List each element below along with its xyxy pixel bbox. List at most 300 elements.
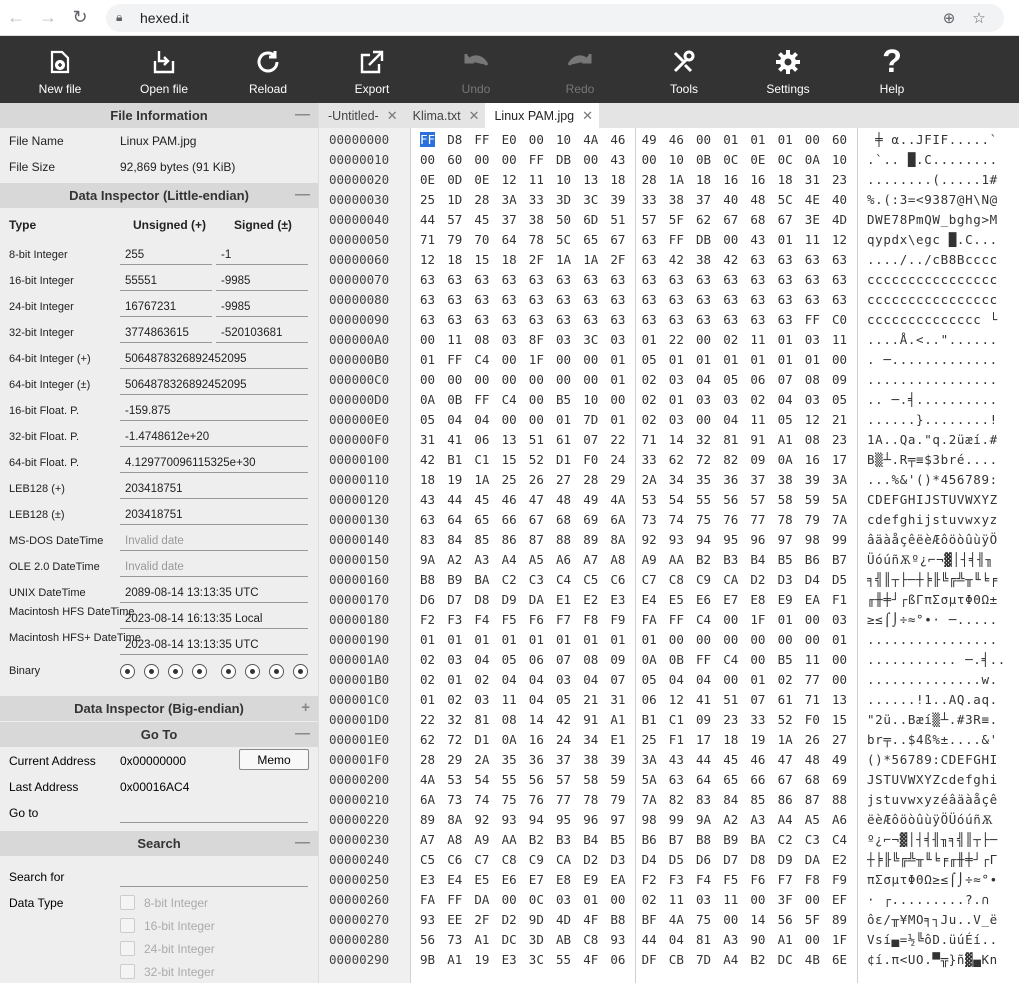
hex-byte[interactable]: 63 (420, 512, 436, 527)
ascii-text[interactable]: cccccccccccccc └ (867, 312, 998, 327)
hex-byte[interactable]: 73 (447, 932, 463, 947)
hex-byte[interactable]: F7 (556, 612, 572, 627)
hex-byte[interactable]: 18 (420, 472, 436, 487)
hex-byte[interactable]: 24 (610, 452, 626, 467)
ascii-text[interactable]: ≥≤⌠⌡÷≈°∙· ─..... (867, 612, 998, 627)
hex-byte[interactable]: A1 (474, 932, 490, 947)
hex-byte[interactable]: 63 (832, 292, 848, 307)
hex-byte[interactable]: A2 (723, 812, 739, 827)
hex-byte[interactable]: 63 (610, 272, 626, 287)
hex-byte[interactable]: 00 (583, 372, 599, 387)
hex-byte[interactable]: 00 (804, 932, 820, 947)
hex-byte[interactable]: 08 (474, 332, 490, 347)
hex-byte[interactable]: A1 (447, 952, 463, 967)
bit-toggle[interactable] (192, 664, 207, 679)
hex-byte[interactable]: 06 (641, 692, 657, 707)
value-field[interactable]: 2023-08-14 16:13:35 Local (120, 609, 308, 629)
hex-byte[interactable]: 63 (804, 292, 820, 307)
hex-byte[interactable]: 43 (420, 492, 436, 507)
hex-byte[interactable]: 2A (641, 472, 657, 487)
hex-byte[interactable]: 63 (641, 312, 657, 327)
ascii-text[interactable]: ┼╞╟╚╔╩╥╙╘╒╓╫╪┘┌Γ (867, 852, 998, 867)
hex-byte[interactable]: 03 (696, 892, 712, 907)
hex-byte[interactable]: 18 (447, 252, 463, 267)
hex-byte[interactable]: 22 (668, 332, 684, 347)
hex-byte[interactable]: 19 (750, 732, 766, 747)
close-icon[interactable]: ✕ (468, 107, 480, 123)
goto-input[interactable] (120, 803, 308, 823)
hex-byte[interactable]: E4 (447, 872, 463, 887)
hex-byte[interactable]: 38 (777, 472, 793, 487)
hex-byte[interactable]: 46 (750, 752, 766, 767)
collapse-icon[interactable]: — (295, 834, 310, 851)
hex-byte[interactable]: FF (528, 152, 544, 167)
hex-byte[interactable]: 00 (804, 612, 820, 627)
hex-byte[interactable]: 47 (777, 752, 793, 767)
hex-byte[interactable]: 18 (777, 172, 793, 187)
hex-byte[interactable]: 11 (723, 892, 739, 907)
hex-byte[interactable]: 63 (750, 252, 766, 267)
ascii-text[interactable]: º¿⌐¬▓│┤╡╢╖╕╣║┬├─ (867, 832, 998, 847)
hex-byte[interactable]: 63 (420, 292, 436, 307)
hex-byte[interactable]: 7A (641, 792, 657, 807)
hex-byte[interactable]: 48 (804, 752, 820, 767)
hex-byte[interactable]: 28 (583, 472, 599, 487)
hex-byte[interactable]: 56 (777, 912, 793, 927)
hex-byte[interactable]: 04 (668, 932, 684, 947)
hex-byte[interactable]: C4 (723, 652, 739, 667)
hex-byte[interactable]: 63 (696, 272, 712, 287)
hex-byte[interactable]: 74 (668, 512, 684, 527)
ascii-text[interactable]: CDEFGHIJSTUVWXYZ (867, 492, 998, 507)
hex-byte[interactable]: 1F (528, 352, 544, 367)
hex-byte[interactable]: 3A (641, 752, 657, 767)
hex-byte[interactable]: 45 (474, 492, 490, 507)
hex-byte[interactable]: 46 (501, 492, 517, 507)
ascii-text[interactable]: ....Å.<.."...... (867, 332, 998, 347)
hex-byte[interactable]: 04 (474, 652, 490, 667)
ascii-text[interactable]: cdefghijstuvwxyz (867, 512, 998, 527)
hex-byte[interactable]: 63 (641, 252, 657, 267)
bit-toggle[interactable] (144, 664, 159, 679)
hex-byte[interactable]: 63 (641, 272, 657, 287)
hex-byte[interactable]: 07 (750, 692, 766, 707)
hex-byte[interactable]: 3D (528, 932, 544, 947)
hex-byte[interactable]: 86 (501, 532, 517, 547)
hex-byte[interactable]: 03 (447, 652, 463, 667)
hex-byte[interactable]: 31 (804, 172, 820, 187)
hex-byte[interactable]: 6A (610, 512, 626, 527)
hex-byte[interactable]: F9 (832, 872, 848, 887)
hex-byte[interactable]: 4E (804, 192, 820, 207)
hex-byte[interactable]: E5 (668, 592, 684, 607)
hex-byte[interactable]: 01 (420, 352, 436, 367)
hex-byte[interactable]: AB (556, 932, 572, 947)
hex-byte[interactable]: D2 (583, 852, 599, 867)
hex-byte[interactable]: 00 (420, 152, 436, 167)
hex-byte[interactable]: 01 (750, 672, 766, 687)
close-icon[interactable]: ✕ (582, 107, 594, 123)
hex-byte[interactable]: 9D (528, 912, 544, 927)
unsigned-value-field[interactable]: 3774863615 (120, 323, 212, 343)
hex-byte[interactable]: 71 (641, 432, 657, 447)
hex-byte[interactable]: 65 (474, 512, 490, 527)
ascii-text[interactable]: ╪ α..JFIF.....` (867, 132, 998, 147)
hex-byte[interactable]: 11 (668, 892, 684, 907)
hex-byte[interactable]: B1 (447, 452, 463, 467)
hex-byte[interactable]: 93 (501, 812, 517, 827)
hex-byte[interactable]: 6E (832, 952, 848, 967)
hex-byte[interactable]: 05 (420, 412, 436, 427)
hex-byte[interactable]: 00 (501, 352, 517, 367)
hex-byte[interactable]: FF (804, 312, 820, 327)
hex-byte[interactable]: C3 (804, 832, 820, 847)
hex-byte[interactable]: D8 (474, 592, 490, 607)
hex-byte[interactable]: 12 (420, 252, 436, 267)
hex-byte[interactable]: D6 (420, 592, 436, 607)
hex-byte[interactable]: 55 (501, 772, 517, 787)
hex-byte[interactable]: 29 (610, 472, 626, 487)
unsigned-value-field[interactable]: 16767231 (120, 297, 212, 317)
hex-byte[interactable]: 14 (668, 432, 684, 447)
hex-byte[interactable]: 42 (723, 252, 739, 267)
big-endian-header[interactable] (0, 696, 318, 721)
hex-byte[interactable]: 02 (420, 652, 436, 667)
hex-byte[interactable]: 62 (696, 212, 712, 227)
hex-byte[interactable]: 12 (668, 692, 684, 707)
hex-byte[interactable]: 88 (832, 792, 848, 807)
hex-byte[interactable]: FA (420, 892, 436, 907)
hex-byte[interactable]: 04 (501, 672, 517, 687)
hex-byte[interactable]: D1 (474, 732, 490, 747)
hex-byte[interactable]: 42 (668, 252, 684, 267)
file-info-header[interactable] (0, 103, 318, 128)
hex-byte[interactable]: 36 (528, 752, 544, 767)
hex-byte[interactable]: 75 (696, 912, 712, 927)
hex-byte[interactable]: 53 (447, 772, 463, 787)
hex-byte[interactable]: 04 (528, 692, 544, 707)
hex-byte[interactable]: 97 (777, 532, 793, 547)
hex-byte[interactable]: 63 (750, 312, 766, 327)
collapse-icon[interactable]: — (295, 186, 310, 203)
unsigned-value-field[interactable]: 55551 (120, 271, 212, 291)
hex-byte[interactable]: 86 (777, 792, 793, 807)
hex-byte[interactable]: 0E (420, 172, 436, 187)
hex-byte[interactable]: DC (777, 952, 793, 967)
hex-byte[interactable]: F6 (750, 872, 766, 887)
hex-byte[interactable]: 01 (641, 632, 657, 647)
hex-byte[interactable]: 04 (583, 672, 599, 687)
hex-byte[interactable]: 01 (556, 632, 572, 647)
hex-byte[interactable]: 00 (501, 892, 517, 907)
help-button[interactable] (840, 36, 944, 103)
hex-byte[interactable]: A4 (501, 552, 517, 567)
hex-byte[interactable]: 00 (610, 892, 626, 907)
hex-byte[interactable]: 57 (556, 772, 572, 787)
hex-byte[interactable]: 00 (528, 392, 544, 407)
hex-byte[interactable]: 69 (583, 512, 599, 527)
hex-byte[interactable]: 00 (474, 152, 490, 167)
hex-byte[interactable]: 43 (668, 752, 684, 767)
hex-byte[interactable]: 11 (832, 332, 848, 347)
hex-byte[interactable]: 71 (804, 692, 820, 707)
hex-byte[interactable]: D3 (777, 572, 793, 587)
hex-byte[interactable]: 63 (583, 312, 599, 327)
type-24bit-checkbox[interactable] (120, 941, 135, 956)
hex-byte[interactable]: 06 (528, 652, 544, 667)
address-bar[interactable] (106, 4, 1004, 32)
hex-byte[interactable]: E1 (556, 592, 572, 607)
hex-byte[interactable]: 06 (750, 372, 766, 387)
ascii-text[interactable]: ................ (867, 632, 998, 647)
hex-byte[interactable]: 00 (556, 372, 572, 387)
hex-byte[interactable]: 0D (447, 172, 463, 187)
settings-button[interactable] (736, 36, 840, 103)
hex-byte[interactable]: 00 (420, 372, 436, 387)
hex-byte[interactable]: 01 (556, 412, 572, 427)
hex-byte[interactable]: 2F (528, 252, 544, 267)
hex-byte[interactable]: 00 (723, 232, 739, 247)
hex-byte[interactable]: 40 (832, 192, 848, 207)
hex-byte[interactable]: E2 (832, 852, 848, 867)
hex-byte[interactable]: 4A (610, 492, 626, 507)
hex-byte[interactable]: 25 (501, 472, 517, 487)
hex-byte[interactable]: A3 (750, 812, 766, 827)
hex-byte[interactable]: 11 (804, 652, 820, 667)
unsigned-value-field[interactable]: 255 (120, 245, 212, 265)
hex-byte[interactable]: 93 (610, 932, 626, 947)
ascii-text[interactable]: âäàåçêëèÆôöòûùÿÖ (867, 532, 998, 547)
hex-byte[interactable]: 62 (420, 732, 436, 747)
hex-byte[interactable]: B8 (610, 912, 626, 927)
hex-byte[interactable]: 1A (556, 252, 572, 267)
hex-byte[interactable]: 51 (723, 692, 739, 707)
hex-byte[interactable]: 39 (610, 752, 626, 767)
hex-byte[interactable]: 04 (777, 392, 793, 407)
hex-byte[interactable]: 85 (750, 792, 766, 807)
open-file-button[interactable] (112, 36, 216, 103)
hex-byte[interactable]: 2F (610, 252, 626, 267)
hex-byte[interactable]: 02 (777, 672, 793, 687)
close-icon[interactable]: ✕ (386, 107, 398, 123)
hex-byte[interactable]: 38 (583, 752, 599, 767)
hex-byte[interactable]: E9 (583, 872, 599, 887)
hex-byte[interactable]: 46 (668, 132, 684, 147)
hex-byte[interactable]: 00 (501, 412, 517, 427)
hex-byte[interactable]: 3E (804, 212, 820, 227)
hex-byte[interactable]: 16 (750, 172, 766, 187)
hex-byte[interactable]: 0E (750, 152, 766, 167)
hex-byte[interactable]: 73 (641, 512, 657, 527)
hex-byte[interactable]: 31 (420, 432, 436, 447)
ascii-text[interactable]: ...%&'()*456789: (867, 472, 998, 487)
hex-byte[interactable]: 57 (641, 212, 657, 227)
hex-byte[interactable]: E3 (420, 872, 436, 887)
ascii-text[interactable]: Vsí▄=½╚ôD.üúÉí.. (867, 932, 998, 947)
bit-toggle[interactable] (269, 664, 284, 679)
hex-byte[interactable]: 00 (832, 652, 848, 667)
hex-byte[interactable]: 11 (750, 332, 766, 347)
hex-byte[interactable]: 03 (556, 672, 572, 687)
hex-byte[interactable]: 01 (777, 352, 793, 367)
hex-byte[interactable]: 84 (447, 532, 463, 547)
hex-byte[interactable]: A8 (610, 552, 626, 567)
hex-byte[interactable]: 93 (668, 532, 684, 547)
hex-byte[interactable]: 18 (501, 252, 517, 267)
hex-byte[interactable]: 00 (696, 132, 712, 147)
file-tab[interactable] (319, 103, 404, 128)
hex-byte[interactable]: 63 (528, 312, 544, 327)
hex-byte[interactable]: 09 (610, 652, 626, 667)
hex-byte[interactable]: 63 (832, 252, 848, 267)
hex-byte[interactable]: C9 (528, 852, 544, 867)
hex-byte[interactable]: 4B (804, 952, 820, 967)
hex-byte[interactable]: 21 (583, 692, 599, 707)
hex-byte[interactable]: 63 (556, 312, 572, 327)
hex-byte[interactable]: 11 (804, 232, 820, 247)
type-16bit-checkbox[interactable] (120, 918, 135, 933)
hex-byte[interactable]: 56 (723, 492, 739, 507)
hex-byte[interactable]: 01 (641, 332, 657, 347)
hex-byte[interactable]: 52 (528, 452, 544, 467)
hex-byte[interactable]: 00 (641, 152, 657, 167)
hex-byte[interactable]: C7 (641, 572, 657, 587)
hex-byte[interactable]: 83 (696, 792, 712, 807)
hex-byte[interactable]: B5 (777, 652, 793, 667)
hex-byte[interactable]: 26 (804, 732, 820, 747)
hex-byte[interactable]: C7 (474, 852, 490, 867)
hex-byte[interactable]: 02 (723, 332, 739, 347)
hex-byte[interactable]: C5 (420, 852, 436, 867)
hex-byte[interactable]: 01 (447, 672, 463, 687)
hex-byte[interactable]: 5A (641, 772, 657, 787)
hex-byte[interactable]: 6D (583, 212, 599, 227)
hex-byte[interactable]: F8 (804, 872, 820, 887)
hex-byte[interactable]: 82 (668, 792, 684, 807)
hex-byte[interactable]: 77 (750, 512, 766, 527)
hex-byte[interactable]: 8A (447, 812, 463, 827)
hex-byte[interactable]: EE (447, 912, 463, 927)
hex-byte[interactable]: 63 (583, 292, 599, 307)
hex-byte[interactable]: 5F (668, 212, 684, 227)
hex-byte[interactable]: 63 (668, 292, 684, 307)
hex-byte[interactable]: 04 (696, 672, 712, 687)
hex-byte[interactable]: 01 (723, 352, 739, 367)
hex-byte[interactable]: 17 (832, 452, 848, 467)
hex-byte[interactable]: 07 (556, 652, 572, 667)
collapse-icon[interactable]: — (295, 725, 310, 742)
hex-byte[interactable]: 59 (610, 772, 626, 787)
hex-byte[interactable]: 92 (641, 532, 657, 547)
hex-byte[interactable]: 33 (750, 712, 766, 727)
undo-button[interactable] (424, 36, 528, 103)
hex-byte[interactable]: 05 (641, 672, 657, 687)
hex-byte[interactable]: 68 (750, 212, 766, 227)
hex-byte[interactable]: 89 (420, 812, 436, 827)
hex-byte[interactable]: 51 (610, 212, 626, 227)
hex-byte[interactable]: 7A (832, 512, 848, 527)
hex-byte[interactable]: 0A (641, 652, 657, 667)
hex-byte[interactable]: D4 (641, 852, 657, 867)
hex-byte[interactable]: 00 (804, 632, 820, 647)
forward-icon[interactable]: → (39, 7, 57, 27)
hex-byte[interactable]: 3C (583, 332, 599, 347)
hex-byte[interactable]: 89 (832, 912, 848, 927)
signed-value-field[interactable]: -9985 (216, 297, 308, 317)
hex-byte[interactable]: EA (804, 592, 820, 607)
hex-byte[interactable]: 5C (777, 192, 793, 207)
hex-byte[interactable]: 38 (668, 192, 684, 207)
hex-byte[interactable]: 25 (641, 732, 657, 747)
hex-byte[interactable]: FF (474, 392, 490, 407)
hex-byte[interactable]: 79 (447, 232, 463, 247)
hex-byte[interactable]: 95 (556, 812, 572, 827)
hex-byte[interactable]: 28 (474, 192, 490, 207)
hex-byte[interactable]: 27 (832, 732, 848, 747)
hex-byte[interactable]: C8 (668, 572, 684, 587)
hex-byte[interactable]: 66 (750, 772, 766, 787)
hex-byte[interactable]: A9 (474, 832, 490, 847)
hex-byte[interactable]: 03 (668, 372, 684, 387)
hex-byte[interactable]: 27 (556, 472, 572, 487)
hex-byte[interactable]: 63 (804, 272, 820, 287)
expand-icon[interactable]: + (301, 699, 310, 716)
hex-byte[interactable]: 74 (474, 792, 490, 807)
hex-byte[interactable]: C4 (556, 572, 572, 587)
hex-byte[interactable]: 3F (777, 892, 793, 907)
hex-byte[interactable]: 63 (696, 312, 712, 327)
hex-byte[interactable]: 85 (474, 532, 490, 547)
hex-byte[interactable]: F0 (583, 452, 599, 467)
hex-byte[interactable]: 2F (474, 912, 490, 927)
hex-byte[interactable]: 33 (641, 452, 657, 467)
hex-byte[interactable]: E7 (723, 592, 739, 607)
hex-byte[interactable]: B3 (723, 552, 739, 567)
hex-byte[interactable]: 4F (583, 952, 599, 967)
hex-byte[interactable]: 58 (777, 492, 793, 507)
hex-byte[interactable]: 63 (556, 272, 572, 287)
value-field[interactable]: 2023-08-14 13:13:35 UTC (120, 635, 308, 655)
ascii-text[interactable]: ......}........! (867, 412, 998, 427)
hex-byte[interactable]: 16 (528, 732, 544, 747)
hex-byte[interactable]: 13 (501, 432, 517, 447)
hex-byte[interactable]: 63 (528, 292, 544, 307)
hex-byte[interactable]: 75 (501, 792, 517, 807)
hex-byte[interactable]: B3 (556, 832, 572, 847)
hex-byte[interactable]: F8 (583, 612, 599, 627)
ascii-text[interactable]: .`.. █.C........ (867, 152, 998, 167)
hex-byte[interactable]: 63 (777, 252, 793, 267)
hex-byte[interactable]: 05 (641, 352, 657, 367)
hex-byte[interactable]: 03 (668, 412, 684, 427)
ascii-text[interactable]: ¢í.π<UO.▀╦}ñ▓▄Kn (867, 952, 998, 967)
hex-byte[interactable]: 98 (641, 812, 657, 827)
hex-byte[interactable]: 97 (610, 812, 626, 827)
hex-byte[interactable]: 4F (583, 912, 599, 927)
file-tab[interactable] (485, 103, 599, 128)
hex-byte[interactable]: 08 (804, 432, 820, 447)
hex-byte[interactable]: F4 (474, 612, 490, 627)
hex-byte[interactable]: 05 (723, 372, 739, 387)
file-tab[interactable] (404, 103, 486, 128)
hex-byte[interactable]: 8F (528, 332, 544, 347)
hex-byte[interactable]: 09 (750, 452, 766, 467)
hex-byte[interactable]: 23 (832, 432, 848, 447)
hex-byte[interactable]: D9 (777, 852, 793, 867)
hex-byte[interactable]: 18 (723, 732, 739, 747)
hex-byte[interactable]: 63 (610, 312, 626, 327)
hex-byte[interactable]: 73 (447, 792, 463, 807)
